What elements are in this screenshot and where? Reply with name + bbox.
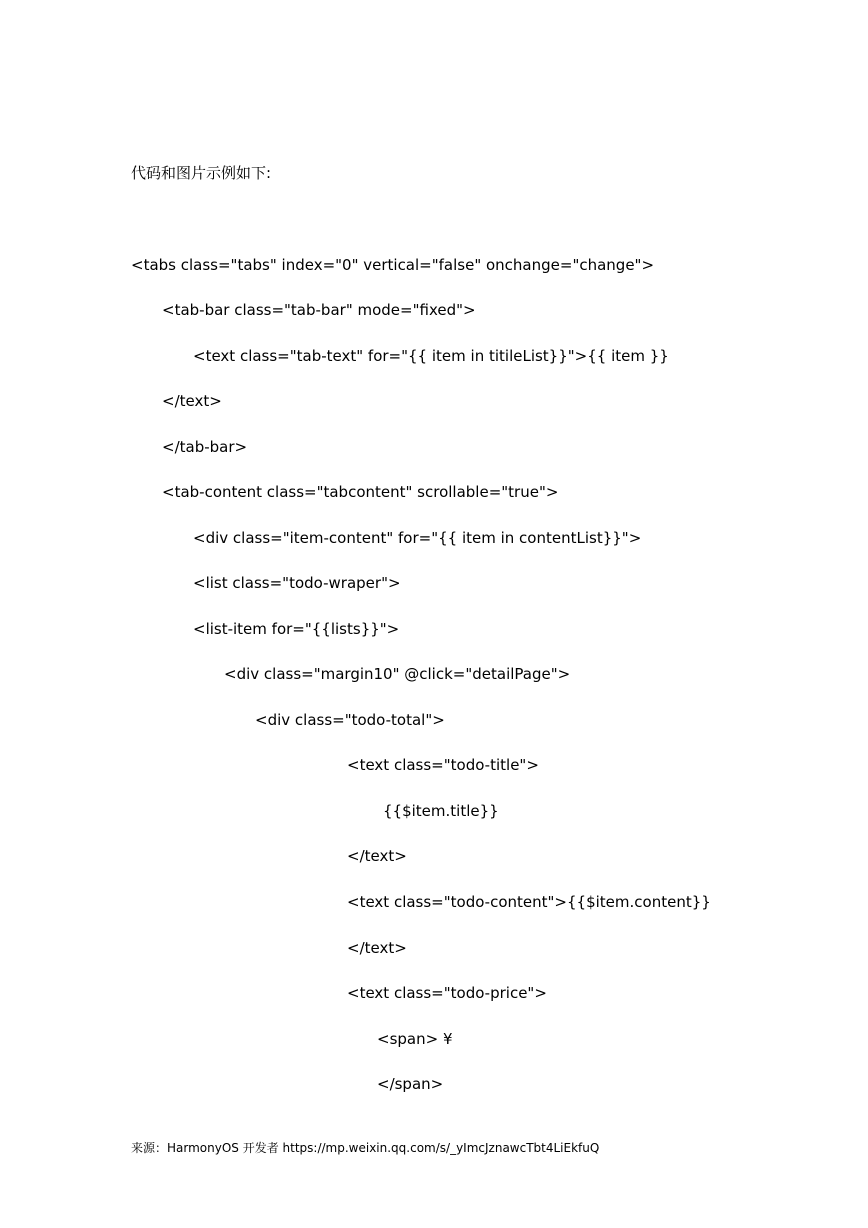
- code-line: {{$item.title}}: [383, 802, 499, 820]
- code-line: <list-item for="{{lists}}">: [193, 620, 400, 638]
- code-line: <div class="item-content" for="{{ item in contentList}}">: [193, 529, 642, 547]
- code-line: </text>: [347, 847, 407, 865]
- code-line: <text class="tab-text" for="{{ item in titileList}}">{{ item }}: [193, 347, 669, 365]
- code-line: </span>: [377, 1075, 444, 1093]
- intro-text: 代码和图片示例如下:: [131, 164, 272, 182]
- code-line: <tabs class="tabs" index="0" vertical="false" onchange="change">: [131, 256, 655, 274]
- code-line: <tab-bar class="tab-bar" mode="fixed">: [162, 301, 476, 319]
- code-line: </tab-bar>: [162, 438, 248, 456]
- source-footer: 来源：HarmonyOS 开发者 https://mp.weixin.qq.com/s/_yImcJznawcTbt4LiEkfuQ: [131, 1141, 600, 1155]
- code-line: <list class="todo-wraper">: [193, 574, 401, 592]
- code-line: </text>: [162, 392, 222, 410]
- code-line: <div class="margin10" @click="detailPage">: [224, 665, 571, 683]
- code-line: <tab-content class="tabcontent" scrollable="true">: [162, 483, 559, 501]
- code-line: <div class="todo-total">: [255, 711, 445, 729]
- code-line: </text>: [347, 939, 407, 957]
- code-line: <span> ¥: [377, 1030, 453, 1048]
- code-line: <text class="todo-title">: [347, 756, 539, 774]
- code-line: <text class="todo-content">{{$item.content}}: [347, 893, 711, 911]
- code-line: <text class="todo-price">: [347, 984, 547, 1002]
